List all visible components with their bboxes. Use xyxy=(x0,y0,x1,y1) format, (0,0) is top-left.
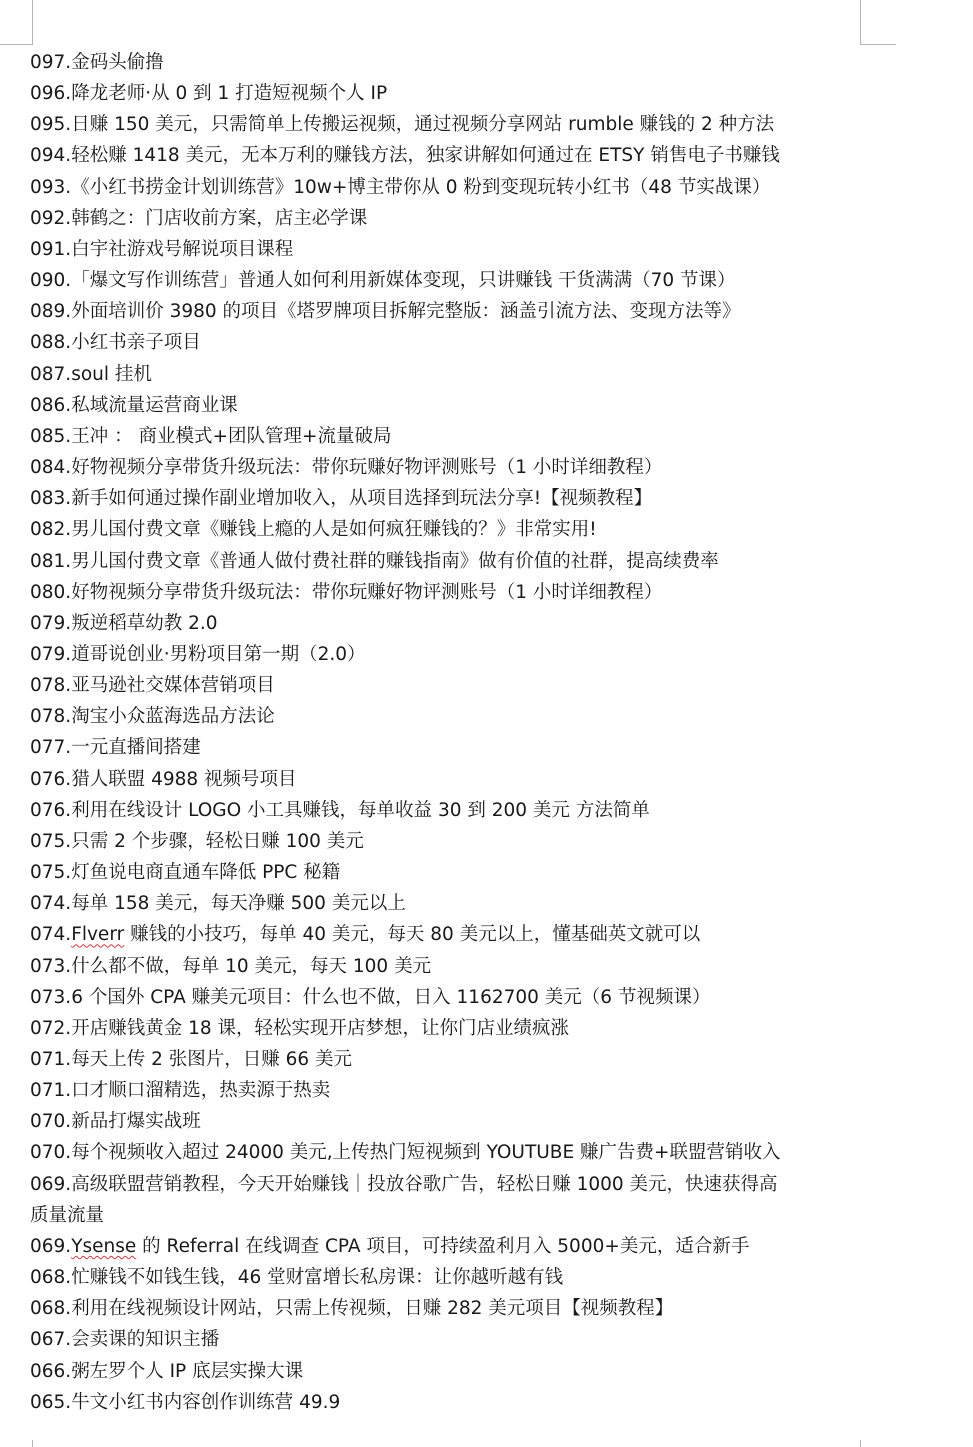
crop-mark xyxy=(860,1440,861,1447)
crop-mark xyxy=(860,44,896,45)
text-line: 072.开店赚钱黄金 18 课，轻松实现开店梦想，让你门店业绩疯涨 xyxy=(30,1017,569,1039)
text-line: 076.利用在线设计 LOGO 小工具赚钱，每单收益 30 到 200 美元 方法简单 xyxy=(30,799,650,821)
wrapped-first-line: 069.高级联盟营销教程，今天开始赚钱｜投放谷歌广告，轻松日赚 1000 美元，快速获得高 xyxy=(30,1173,778,1195)
line-suffix: 赚钱的小技巧，每单 40 美元，每天 80 美元以上，懂基础英文就可以 xyxy=(124,924,701,946)
text-line: 067.会卖课的知识主播 xyxy=(30,1329,220,1351)
spellcheck-flagged-word: Flverr xyxy=(71,924,125,946)
text-line-continuation xyxy=(30,1200,870,1231)
text-line: 065.牛文小红书内容创作训练营 49.9 xyxy=(30,1391,341,1413)
text-line: 078.亚马逊社交媒体营销项目 xyxy=(30,675,275,697)
text-line: 071.口才顺口溜精选，热卖源于热卖 xyxy=(30,1080,331,1102)
text-line: 096.降龙老师·从 0 到 1 打造短视频个人 IP xyxy=(30,83,388,105)
text-line: 077.一元直播间搭建 xyxy=(30,737,201,759)
text-line: 086.私域流量运营商业课 xyxy=(30,394,238,416)
text-line: 093.《小红书捞金计划训练营》10w+博主带你从 0 粉到变现玩转小红书（48 节实战课） xyxy=(30,176,771,198)
text-line: 074.每单 158 美元，每天净赚 500 美元以上 xyxy=(30,893,406,915)
line-suffix: 的 Referral 在线调查 CPA 项目，可持续盈利月入 5000+美元，适合新手 xyxy=(136,1235,750,1257)
text-line: 081.男儿国付费文章《普通人做付费社群的赚钱指南》做有价值的社群，提高续费率 xyxy=(30,550,719,572)
text-line: 076.猎人联盟 4988 视频号项目 xyxy=(30,768,297,790)
text-line: 080.好物视频分享带货升级玩法：带你玩赚好物评测账号（1 小时详细教程） xyxy=(30,581,663,603)
text-line: 075.只需 2 个步骤，轻松日赚 100 美元 xyxy=(30,830,364,852)
text-line: 075.灯鱼说电商直通车降低 PPC 秘籍 xyxy=(30,862,341,884)
document-body xyxy=(30,47,870,1418)
text-line: 079.叛逆稻草幼教 2.0 xyxy=(30,612,218,634)
text-line: 090.「爆文写作训练营」普通人如何利用新媒体变现，只讲赚钱 干货满满（70 节课） xyxy=(30,270,736,292)
spellcheck-flagged-word: Ysense xyxy=(71,1235,137,1257)
text-line: 091.白宇社游戏号解说项目课程 xyxy=(30,238,294,260)
text-line: 092.韩鹤之：门店收前方案，店主必学课 xyxy=(30,207,368,229)
text-line: 085.王冲 ： 商业模式+团队管理+流量破局 xyxy=(30,425,392,447)
text-line: 068.忙赚钱不如钱生钱，46 堂财富增长私房课：让你越听越有钱 xyxy=(30,1267,564,1289)
line-prefix: 074. xyxy=(30,924,72,946)
text-line: 078.淘宝小众蓝海选品方法论 xyxy=(30,706,275,728)
text-line: 095.日赚 150 美元，只需简单上传搬运视频，通过视频分享网站 rumble 赚钱的 2 种方法 xyxy=(30,114,775,136)
text-line: 084.好物视频分享带货升级玩法：带你玩赚好物评测账号（1 小时详细教程） xyxy=(30,457,663,479)
text-line: 083.新手如何通过操作副业增加收入，从项目选择到玩法分享!【视频教程】 xyxy=(30,488,653,510)
crop-mark xyxy=(0,44,33,45)
text-line: 079.道哥说创业·男粉项目第一期（2.0） xyxy=(30,643,366,665)
crop-mark xyxy=(32,1440,33,1447)
text-line: 097.金码头偷撸 xyxy=(30,52,164,73)
text-line: 073.6 个国外 CPA 赚美元项目：什么也不做，日入 1162700 美元（6 节视频课） xyxy=(30,986,711,1008)
wrapped-second-line: 质量流量 xyxy=(30,1204,105,1226)
text-line xyxy=(30,919,870,950)
crop-mark xyxy=(32,0,33,44)
line-prefix: 069. xyxy=(30,1235,72,1257)
text-line: 089.外面培训价 3980 的项目《塔罗牌项目拆解完整版：涵盖引流方法、变现方法等》 xyxy=(30,301,741,323)
text-line: 066.粥左罗个人 IP 底层实操大课 xyxy=(30,1360,304,1382)
text-line: 070.新品打爆实战班 xyxy=(30,1111,201,1133)
crop-mark xyxy=(860,0,861,44)
text-line: 068.利用在线视频设计网站，只需上传视频，日赚 282 美元项目【视频教程】 xyxy=(30,1298,674,1320)
text-line xyxy=(30,1231,870,1262)
text-line: 088.小红书亲子项目 xyxy=(30,332,201,354)
text-line: 071.每天上传 2 张图片，日赚 66 美元 xyxy=(30,1049,353,1070)
text-line: 070.每个视频收入超过 24000 美元,上传热门短视频到 YOUTUBE 赚广告费+联盟营销收入 xyxy=(30,1142,781,1164)
text-line-wrapped xyxy=(30,1169,870,1200)
text-line: 082.男儿国付费文章《赚钱上瘾的人是如何疯狂赚钱的？》非常实用! xyxy=(30,519,597,541)
text-line: 087.soul 挂机 xyxy=(30,363,152,385)
text-line: 094.轻松赚 1418 美元，无本万利的赚钱方法，独家讲解如何通过在 ETSY 销售电子书赚钱 xyxy=(30,145,780,167)
text-line: 073.什么都不做，每单 10 美元，每天 100 美元 xyxy=(30,955,432,977)
